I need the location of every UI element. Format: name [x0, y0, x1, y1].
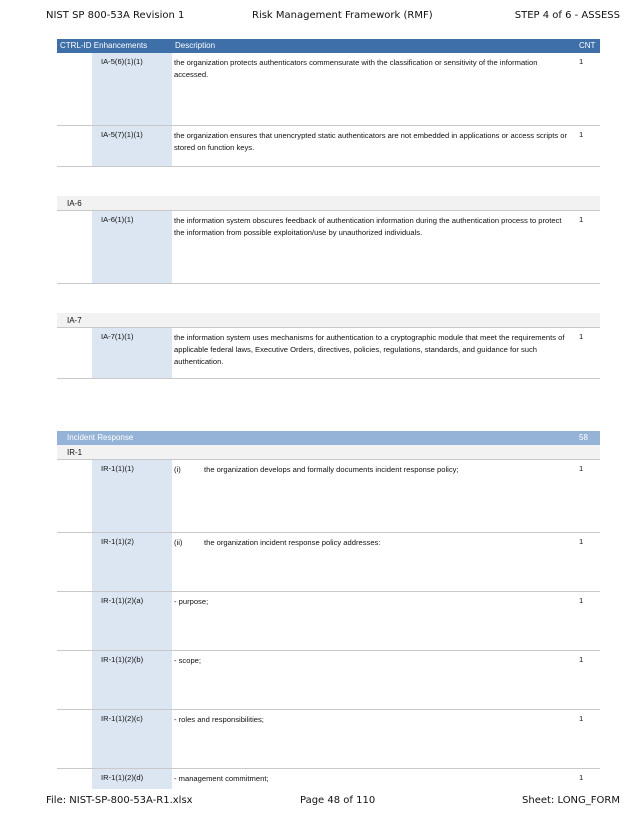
header-step: STEP 4 of 6 - ASSESS: [514, 10, 620, 21]
controls-table: [57, 39, 600, 789]
control-count: 1: [579, 596, 584, 605]
row-spacer: [57, 379, 600, 431]
control-count: 1: [579, 537, 584, 546]
control-id: IR-1(1)(1): [101, 464, 134, 473]
table-row: [57, 126, 600, 167]
control-group-label: IA-7: [67, 316, 82, 325]
row-spacer: [57, 284, 600, 313]
page-header: [46, 10, 620, 24]
control-description: the information system obscures feedback of authentication information during the authentication process to protect the information from possible exploitation/use by unauthorized individuals.: [174, 216, 562, 237]
control-group-label: IA-6: [67, 199, 82, 208]
control-group-label: IR-1: [67, 448, 83, 457]
control-id: IR-1(1)(2): [101, 537, 134, 546]
table-row: [57, 710, 600, 769]
control-id: IA-5(6)(1)(1): [101, 57, 143, 66]
control-description: the information system uses mechanisms for authentication to a cryptographic module that meet the requirements of applicable federal laws, Executive Orders, directives, policies, regulations, standards, and guidance for such authentication.: [174, 333, 565, 366]
section-title: Incident Response: [67, 433, 134, 442]
control-count: 1: [579, 714, 584, 723]
control-description: [174, 537, 572, 549]
control-id: IA-6(1)(1): [101, 215, 134, 224]
description-text: the organization develops and formally documents incident response policy;: [204, 465, 459, 474]
control-count: 1: [579, 215, 584, 224]
control-id: IR-1(1)(2)(d): [101, 773, 144, 782]
control-count: 1: [579, 464, 584, 473]
control-id: IA-5(7)(1)(1): [101, 130, 143, 139]
control-description: - roles and responsibilities;: [174, 715, 264, 724]
table-row: [57, 460, 600, 533]
control-group-row: [57, 445, 600, 460]
control-group-row: [57, 196, 600, 211]
control-count: 1: [579, 655, 584, 664]
header-framework: Risk Management Framework (RMF): [252, 10, 433, 21]
footer-sheet: Sheet: LONG_FORM: [522, 795, 620, 806]
roman-numeral: (ii): [174, 538, 183, 547]
section-count: 58: [579, 433, 588, 442]
column-header-row: [57, 39, 600, 53]
control-id: IR-1(1)(2)(a): [101, 596, 144, 605]
column-header-id: CTRL-ID Enhancements: [60, 41, 148, 50]
footer-page-number: Page 48 of 110: [300, 795, 376, 806]
control-id: IR-1(1)(2)(b): [101, 655, 144, 664]
table-row: [57, 592, 600, 651]
table-row: [57, 533, 600, 592]
table-row: [57, 651, 600, 710]
header-doc-title: NIST SP 800-53A Revision 1: [46, 10, 185, 21]
description-text: the organization incident response policy addresses:: [204, 538, 381, 547]
control-count: 1: [579, 332, 584, 341]
table-row: [57, 328, 600, 379]
control-count: 1: [579, 773, 584, 782]
control-description: the organization ensures that unencrypted static authenticators are not embedded in applications or access scripts or stored on function keys.: [174, 131, 567, 152]
table-row: [57, 53, 600, 126]
row-spacer: [57, 167, 600, 196]
table-row: [57, 211, 600, 284]
control-description: [174, 464, 572, 476]
section-header-row: [57, 431, 600, 445]
control-description: - management commitment;: [174, 774, 269, 783]
roman-numeral: (i): [174, 465, 181, 474]
control-id: IR-1(1)(2)(c): [101, 714, 143, 723]
column-header-cnt: CNT: [579, 41, 596, 50]
column-header-description: Description: [175, 41, 216, 50]
table-row: [57, 769, 600, 789]
control-description: - purpose;: [174, 597, 209, 606]
control-description: - scope;: [174, 656, 202, 665]
control-count: 1: [579, 130, 584, 139]
control-group-row: [57, 313, 600, 328]
footer-file: File: NIST-SP-800-53A-R1.xlsx: [46, 795, 193, 806]
page-footer: [46, 795, 620, 809]
control-id: IA-7(1)(1): [101, 332, 134, 341]
control-count: 1: [579, 57, 584, 66]
control-description: the organization protects authenticators commensurate with the classification or sensitivity of the information accessed.: [174, 58, 538, 79]
